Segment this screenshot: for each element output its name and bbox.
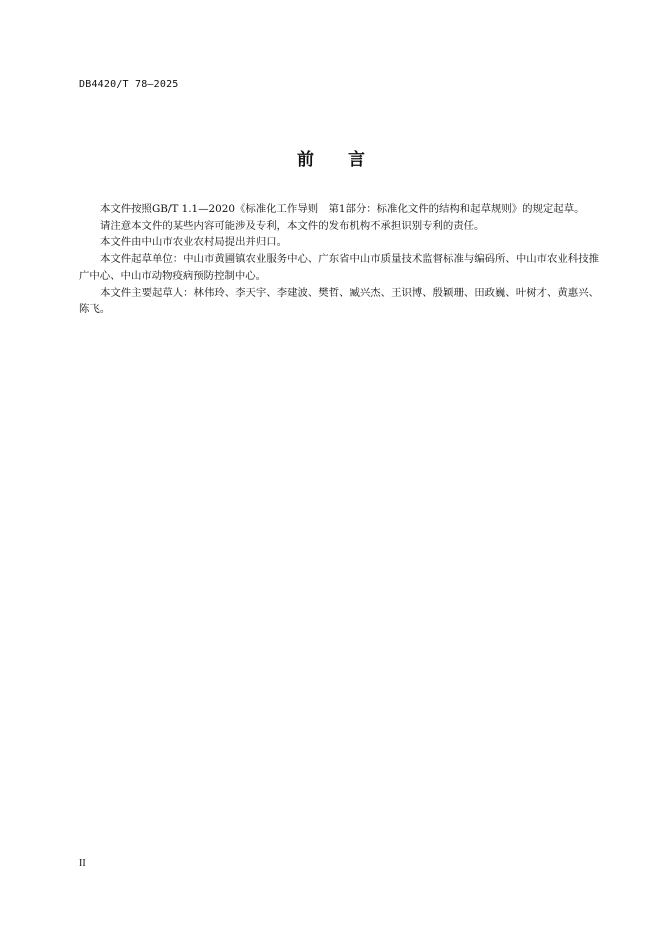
standard-code: DB4420/T 78—2025: [79, 79, 179, 90]
page-number: II: [79, 858, 86, 869]
paragraph-drafting-rules: 本文件按照GB/T 1.1—2020《标准化工作导则 第1部分：标准化文件的结构和起草规则》的规定起草。: [100, 203, 585, 215]
paragraph-drafters: 本文件主要起草人：林伟玲、李天宇、李建波、樊哲、臧兴杰、王识博、殷颖珊、田政巍、叶树才、黄惠兴、陈飞。: [79, 286, 599, 316]
paragraph-patent-notice: 请注意本文件的某些内容可能涉及专利，本文件的发布机构不承担识别专利的责任。: [100, 219, 485, 232]
foreword-body: [79, 201, 599, 318]
page-title: 前言: [297, 150, 399, 170]
paragraph-proposer: 本文件由中山市农业农村局提出并归口。: [100, 236, 288, 249]
paragraph-drafting-units: 本文件起草单位：中山市黄圃镇农业服务中心、广东省中山市质量技术监督标准与编码所、中山市农业科技推广中心、中山市动物疫病预防控制中心。: [79, 253, 599, 282]
